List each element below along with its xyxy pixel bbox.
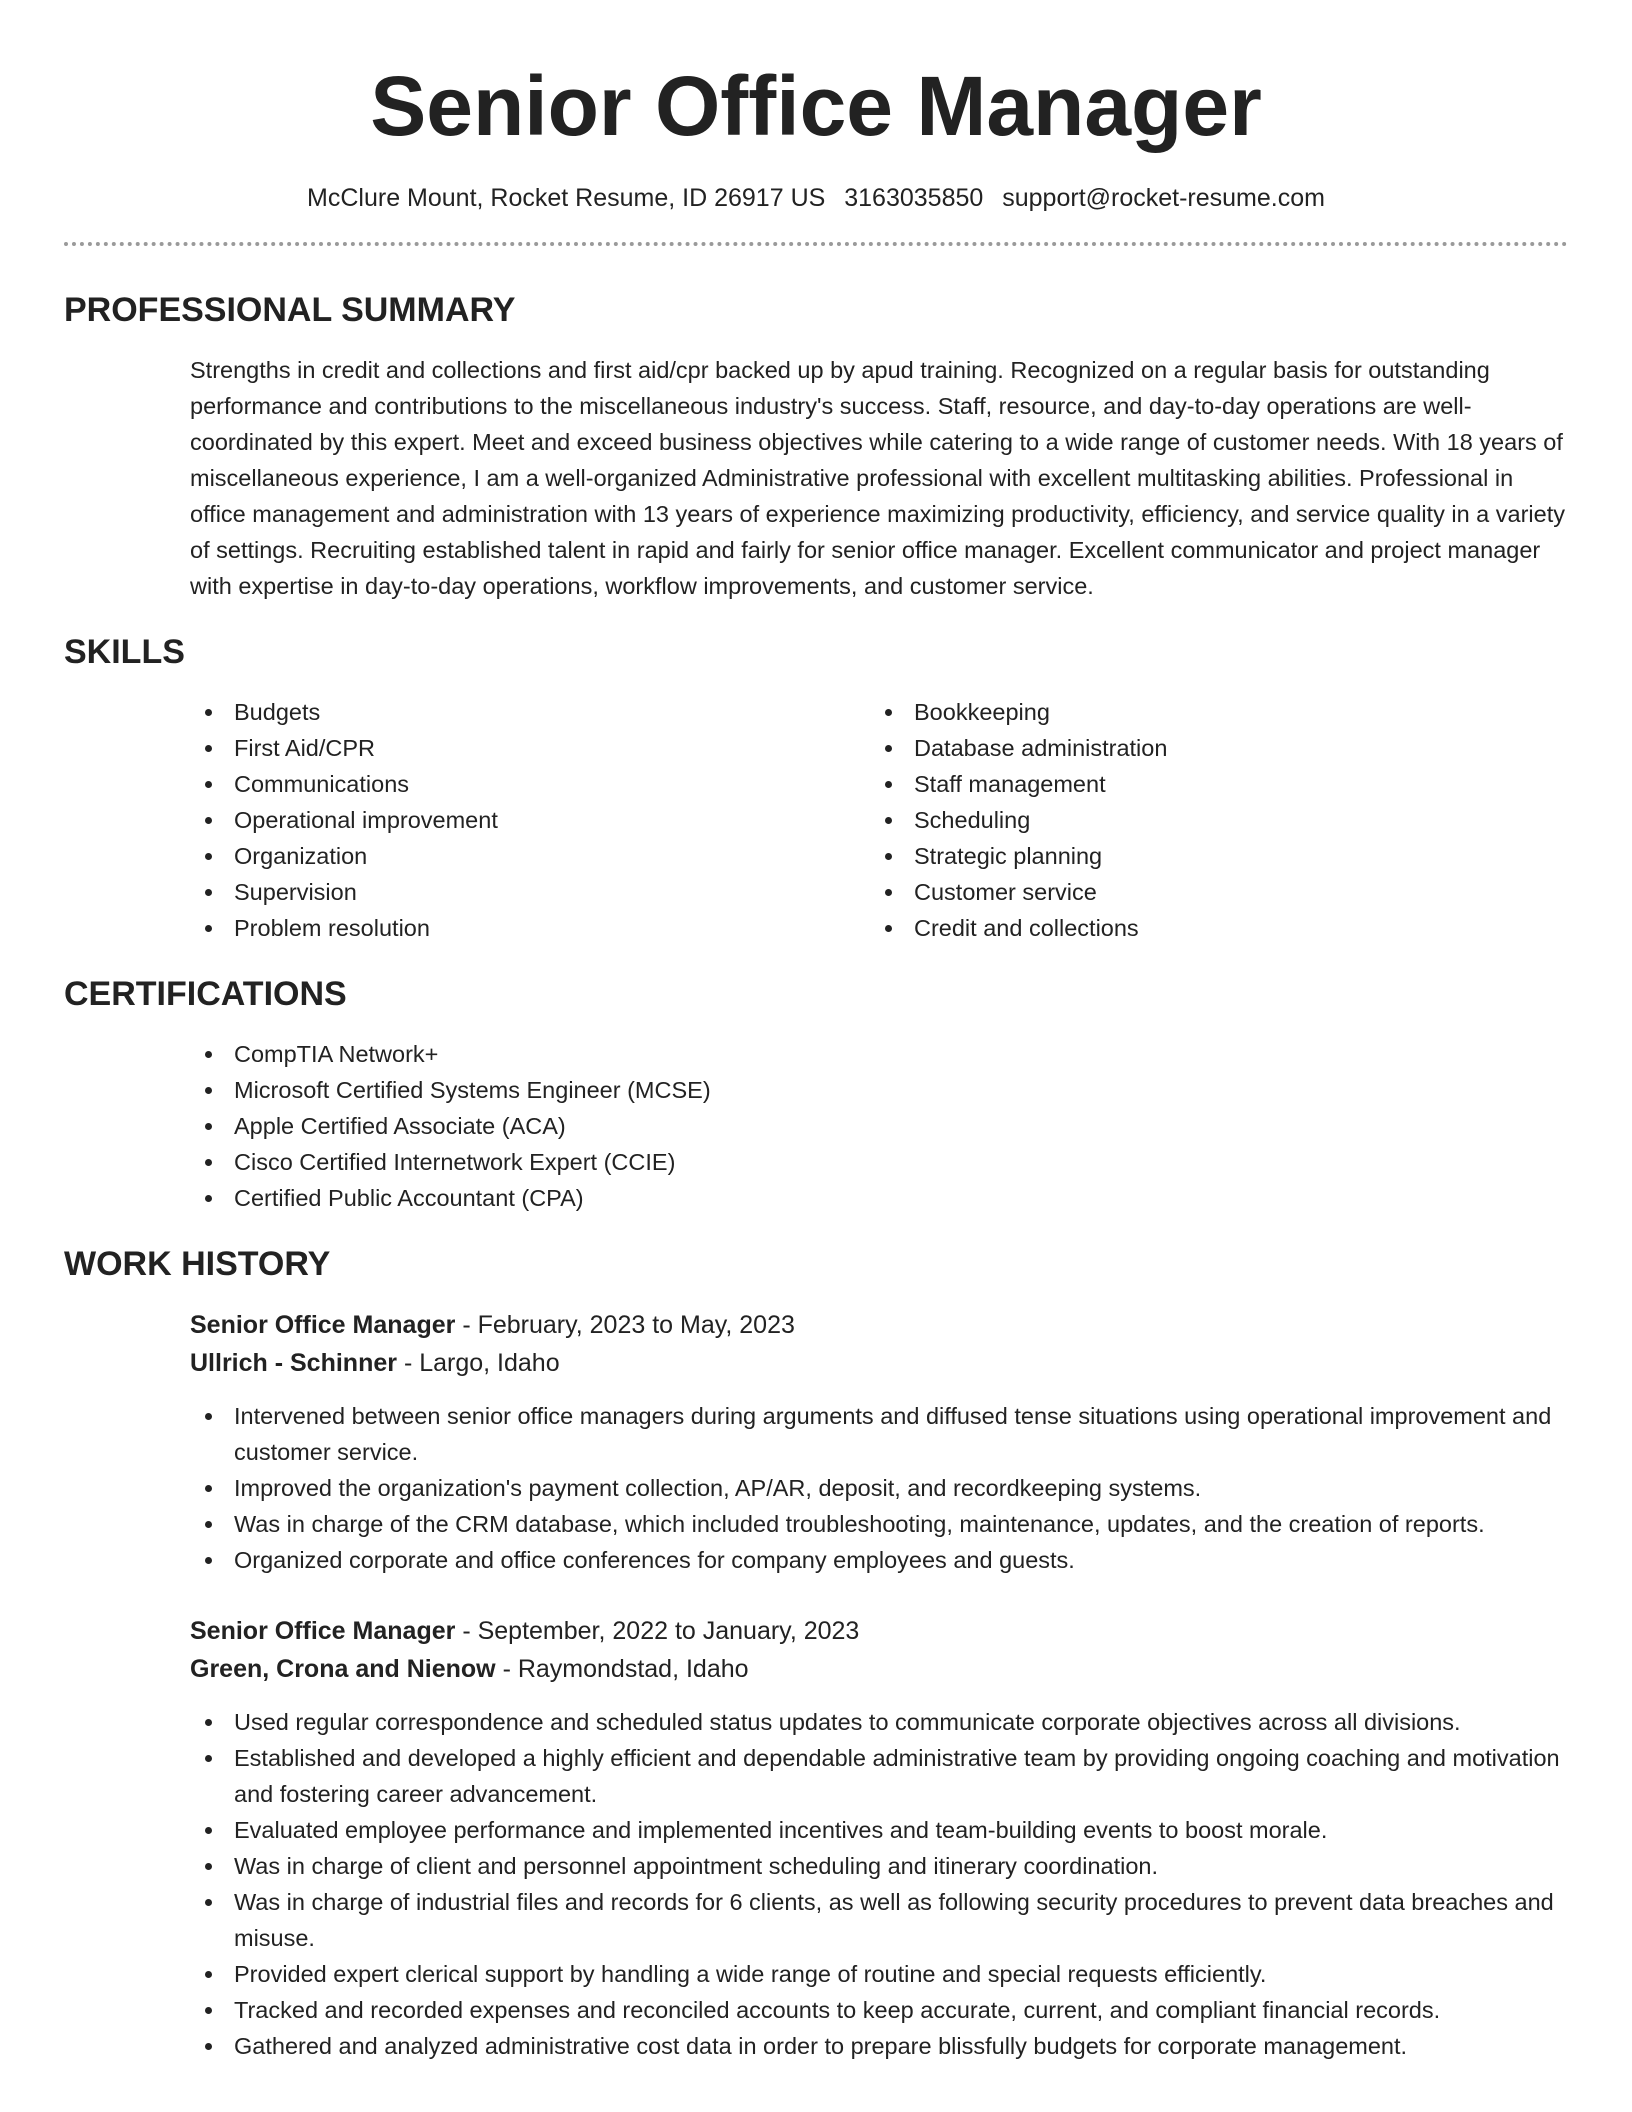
skill-item: Budgets xyxy=(190,694,870,730)
skill-item: First Aid/CPR xyxy=(190,730,870,766)
skill-item: Credit and collections xyxy=(870,910,1550,946)
certifications-heading: CERTIFICATIONS xyxy=(64,975,347,1013)
job-bullet: Was in charge of the CRM database, which included troubleshooting, maintenance, updates, and the creation of reports. xyxy=(190,1506,1568,1542)
job-bullet: Gathered and analyzed administrative cost data in order to prepare blissfully budgets for corporate management. xyxy=(190,2028,1568,2064)
skills-heading: SKILLS xyxy=(64,633,185,671)
job-bullets xyxy=(190,1704,1568,2064)
job-entry xyxy=(190,1306,1568,1578)
job-title-line xyxy=(190,1306,1568,1344)
resume-title: Senior Office Manager xyxy=(370,59,1262,153)
certifications-list xyxy=(190,1036,1568,1216)
skill-item: Staff management xyxy=(870,766,1550,802)
job-dates: - September, 2022 to January, 2023 xyxy=(462,1617,860,1645)
skills-column-right xyxy=(870,694,1550,946)
job-location: - Raymondstad, Idaho xyxy=(502,1655,749,1683)
certification-item: Cisco Certified Internetwork Expert (CCIE) xyxy=(190,1144,1568,1180)
skill-item: Database administration xyxy=(870,730,1550,766)
job-company-line xyxy=(190,1650,1568,1688)
job-bullet: Was in charge of industrial files and records for 6 clients, as well as following security procedures to prevent data breaches and misuse. xyxy=(190,1884,1568,1956)
certification-item: Apple Certified Associate (ACA) xyxy=(190,1108,1568,1144)
contact-address: McClure Mount, Rocket Resume, ID 26917 US xyxy=(307,184,826,212)
job-bullet: Used regular correspondence and scheduled status updates to communicate corporate objectives across all divisions. xyxy=(190,1704,1568,1740)
job-company: Ullrich - Schinner xyxy=(190,1349,397,1377)
job-dates: - February, 2023 to May, 2023 xyxy=(462,1311,795,1339)
skill-item: Problem resolution xyxy=(190,910,870,946)
job-title-line xyxy=(190,1612,1568,1650)
job-bullet: Provided expert clerical support by handling a wide range of routine and special requests efficiently. xyxy=(190,1956,1568,1992)
job-entry xyxy=(190,1612,1568,2064)
contact-email: support@rocket-resume.com xyxy=(1002,184,1325,212)
summary-text: Strengths in credit and collections and first aid/cpr backed up by apud training. Recognized on a regular basis for outstanding performance and contributions to the miscellaneous industry's success. Staff, resource, and day-to-day operations are well-coordinated by this expert. Meet and exceed business objectives while catering to a wide range of customer needs. With 18 years of miscellaneous experience, I am a well-organized Administrative professional with excellent multitasking abilities. Professional in office management and administration with 13 years of experience maximizing productivity, efficiency, and service quality in a variety of settings. Recruiting established talent in rapid and fairly for senior office manager. Excellent communicator and project manager with expertise in day-to-day operations, workflow improvements, and customer service. xyxy=(190,357,1565,599)
skill-item: Scheduling xyxy=(870,802,1550,838)
work-history-heading: WORK HISTORY xyxy=(64,1245,331,1283)
skill-item: Strategic planning xyxy=(870,838,1550,874)
job-role: Senior Office Manager xyxy=(190,1617,456,1645)
skill-item: Operational improvement xyxy=(190,802,870,838)
skills-column-left xyxy=(190,694,870,946)
skills-list xyxy=(190,694,1568,946)
header-divider xyxy=(64,242,1568,246)
job-bullet: Organized corporate and office conferences for company employees and guests. xyxy=(190,1542,1568,1578)
job-bullet: Tracked and recorded expenses and reconciled accounts to keep accurate, current, and compliant financial records. xyxy=(190,1992,1568,2028)
job-bullet: Established and developed a highly efficient and dependable administrative team by providing ongoing coaching and motivation and fostering career advancement. xyxy=(190,1740,1568,1812)
job-company: Green, Crona and Nienow xyxy=(190,1655,496,1683)
job-bullets xyxy=(190,1398,1568,1578)
job-company-line xyxy=(190,1344,1568,1382)
certification-item: CompTIA Network+ xyxy=(190,1036,1568,1072)
job-bullet: Intervened between senior office managers during arguments and diffused tense situations using operational improvement and customer service. xyxy=(190,1398,1568,1470)
skill-item: Bookkeeping xyxy=(870,694,1550,730)
certification-item: Microsoft Certified Systems Engineer (MCSE) xyxy=(190,1072,1568,1108)
contact-phone: 3163035850 xyxy=(844,184,984,212)
job-location: - Largo, Idaho xyxy=(403,1349,560,1377)
job-role: Senior Office Manager xyxy=(190,1311,456,1339)
skill-item: Customer service xyxy=(870,874,1550,910)
resume-page xyxy=(64,0,1568,2064)
job-bullet: Was in charge of client and personnel appointment scheduling and itinerary coordination. xyxy=(190,1848,1568,1884)
skill-item: Supervision xyxy=(190,874,870,910)
skill-item: Organization xyxy=(190,838,870,874)
job-bullet: Improved the organization's payment collection, AP/AR, deposit, and recordkeeping systems. xyxy=(190,1470,1568,1506)
job-bullet: Evaluated employee performance and implemented incentives and team-building events to boost morale. xyxy=(190,1812,1568,1848)
skill-item: Communications xyxy=(190,766,870,802)
certification-item: Certified Public Accountant (CPA) xyxy=(190,1180,1568,1216)
contact-line xyxy=(64,180,1568,216)
summary-heading: PROFESSIONAL SUMMARY xyxy=(64,291,516,329)
